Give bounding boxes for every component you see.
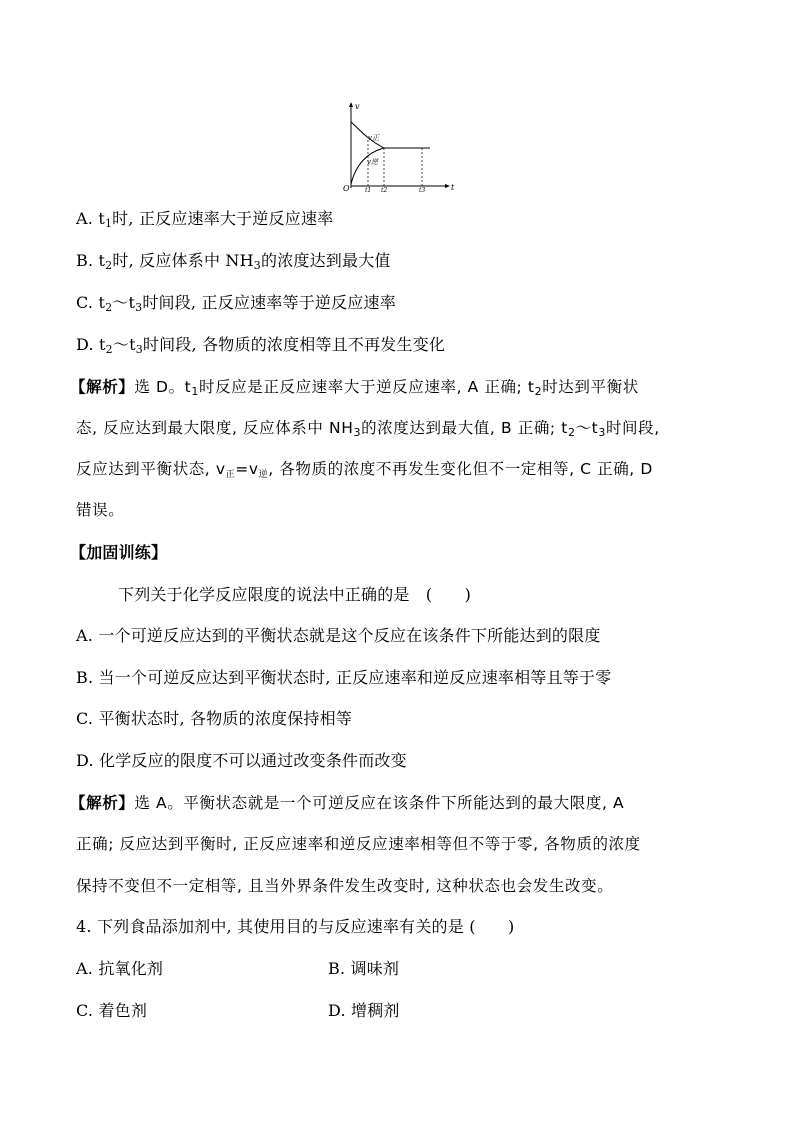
reinforce-heading: 【加固训练】 [70, 543, 168, 562]
q4-option-c: C. 着色剂 [76, 1001, 148, 1020]
q3-option-b: B. $t_2$时, 反应体系中 $NH_3$的浓度达到最大值 [76, 251, 391, 272]
q3-option-c: C. $t_2\sim t_3$时间段, 正反应速率等于逆反应速率 [76, 293, 396, 314]
forward-rate-label: v正 [368, 134, 379, 142]
reinforce-analysis-line-2: 正确; 反应达到平衡时, 正反应速率和逆反应速率相等但不等于零, 各物质的浓度 [76, 835, 641, 853]
y-axis-label: v [355, 102, 360, 111]
t3-tick-label: t3 [419, 187, 426, 192]
reinforce-analysis-line-3: 保持不变但不一定相等, 且当外界条件发生改变时, 这种状态也会发生改变。 [76, 877, 614, 895]
reinforce-option-b: B. 当一个可逆反应达到平衡状态时, 正反应速率和逆反应速率相等且等于零 [76, 668, 612, 687]
q4-question: 4. 下列食品添加剂中, 其使用目的与反应速率有关的是 ( ) [76, 917, 515, 936]
origin-label: O [343, 184, 350, 192]
q4-option-a: A. 抗氧化剂 [76, 959, 164, 978]
t1-tick-label: t1 [365, 187, 372, 192]
q4-option-d: D. 增稠剂 [328, 1001, 400, 1020]
x-axis-label: t [451, 183, 455, 192]
q3-option-d: D. $t_2\sim t_3$时间段, 各物质的浓度相等且不再发生变化 [76, 335, 446, 356]
q4-option-b: B. 调味剂 [328, 959, 400, 978]
reinforce-option-d: D. 化学反应的限度不可以通过改变条件而改变 [76, 751, 407, 770]
reinforce-analysis-line-1: 【解析】选 A。平衡状态就是一个可逆反应在该条件下所能达到的最大限度, A [70, 794, 625, 812]
reinforce-option-a: A. 一个可逆反应达到的平衡状态就是这个反应在该条件下所能达到的限度 [76, 626, 601, 645]
x-axis-arrow [445, 184, 450, 188]
t2-tick-label: t2 [381, 187, 388, 192]
q3-analysis-line-3: 反应达到平衡状态, v正=v逆, 各物质的浓度不再发生变化但不一定相等, C 正确, D [76, 460, 653, 480]
reverse-rate-label: v逆 [367, 158, 378, 166]
rate-time-graph [338, 100, 460, 192]
reinforce-question: 下列关于化学反应限度的说法中正确的是 ( ) [118, 585, 472, 604]
q3-analysis-line-1: 【解析】选 D。$t_1$时反应是正反应速率大于逆反应速率, A 正确; $t_2$时达到平衡状 [70, 378, 639, 398]
y-axis-arrow [349, 102, 353, 107]
reinforce-option-c: C. 平衡状态时, 各物质的浓度保持相等 [76, 709, 353, 728]
reverse-rate-curve [351, 148, 384, 184]
q3-analysis-line-4: 错误。 [76, 501, 125, 519]
q3-analysis-line-2: 态, 反应达到最大限度, 反应体系中 $NH_3$的浓度达到最大值, B 正确; $t_2\sim t_3$时间段, [76, 419, 660, 439]
q3-option-a: A. $t_1$时, 正反应速率大于逆反应速率 [76, 209, 334, 230]
